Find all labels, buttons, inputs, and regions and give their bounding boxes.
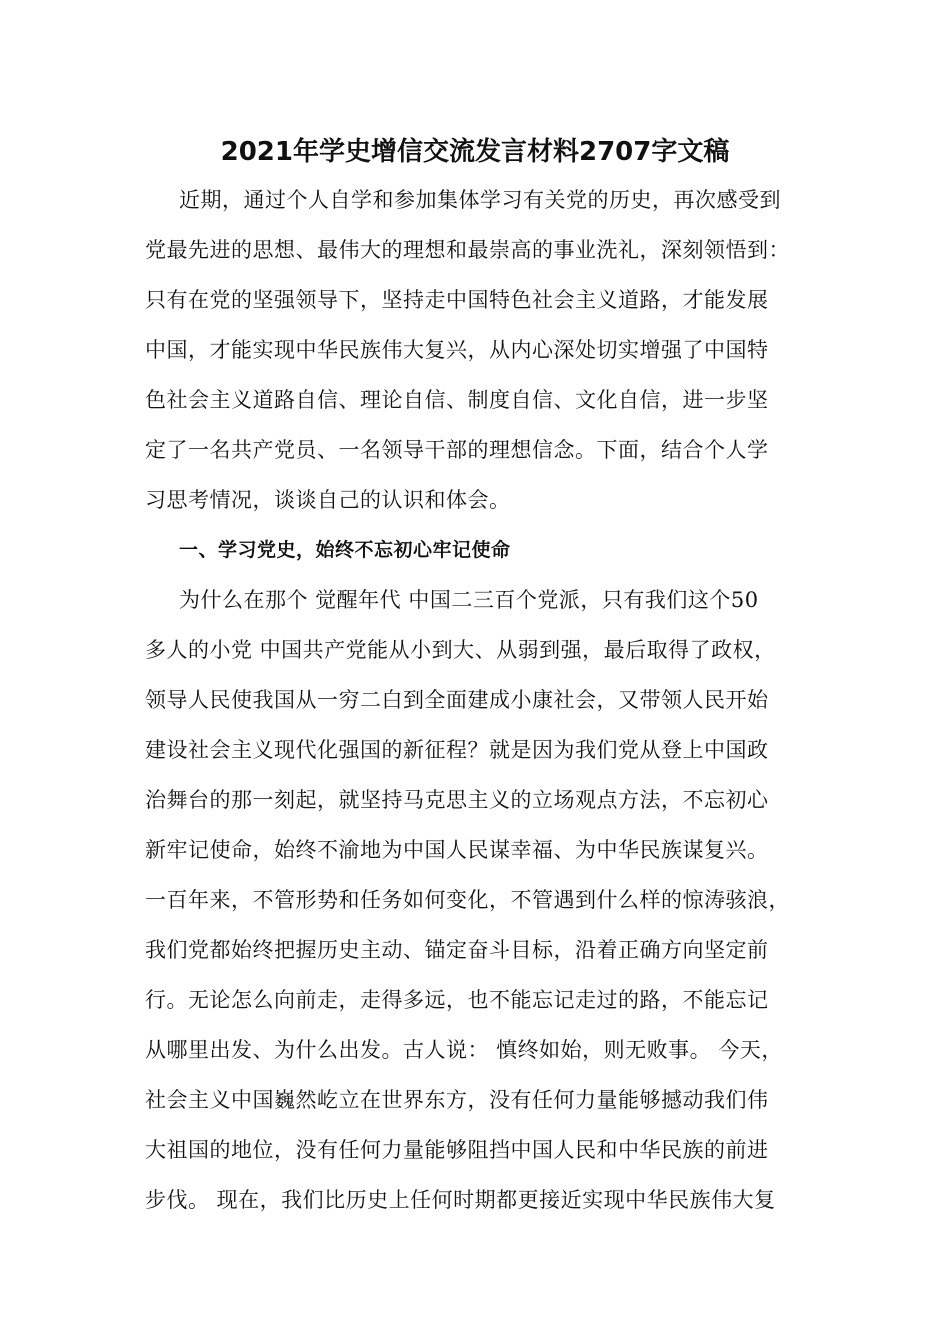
paragraph-line: 一百年来，不管形势和任务如何变化，不管遇到什么样的惊涛骇浪， — [145, 888, 790, 912]
paragraph-line: 只有在党的坚强领导下，坚持走中国特色社会主义道路，才能发展 — [145, 288, 769, 312]
paragraph-line: 治舞台的那一刻起，就坚持马克思主义的立场观点方法，不忘初心 — [145, 788, 769, 812]
paragraph-line: 社会主义中国巍然屹立在世界东方，没有任何力量能够撼动我们伟 — [145, 1088, 769, 1112]
section-heading: 一、学习党史，始终不忘初心牢记使命 — [179, 539, 511, 561]
paragraph-line: 习思考情况，谈谈自己的认识和体会。 — [145, 488, 511, 512]
paragraph-line: 近期，通过个人自学和参加集体学习有关党的历史，再次感受到 — [179, 188, 781, 212]
paragraph-line: 多人的小党 中国共产党能从小到大、从弱到强，最后取得了政权， — [145, 638, 776, 662]
paragraph-section1 — [145, 575, 810, 1225]
paragraph-line: 我们党都始终把握历史主动、锚定奋斗目标，沿着正确方向坚定前 — [145, 938, 769, 962]
paragraph-line: 行。无论怎么向前走，走得多远，也不能忘记走过的路，不能忘记 — [145, 988, 769, 1012]
paragraph-intro — [145, 175, 810, 525]
paragraph-line: 领导人民使我国从一穷二白到全面建成小康社会，又带领人民开始 — [145, 688, 769, 712]
paragraph-line: 为什么在那个 觉醒年代 中国二三百个党派，只有我们这个50 — [179, 588, 759, 612]
paragraph-line: 色社会主义道路自信、理论自信、制度自信、文化自信，进一步坚 — [145, 388, 769, 412]
paragraph-line: 大祖国的地位，没有任何力量能够阻挡中国人民和中华民族的前进 — [145, 1138, 769, 1162]
document-title: 2021年学史增信交流发言材料2707字文稿 — [220, 137, 730, 167]
paragraph-line: 步伐。 现在，我们比历史上任何时期都更接近实现中华民族伟大复 — [145, 1188, 776, 1212]
paragraph-line: 中国，才能实现中华民族伟大复兴，从内心深处切实增强了中国特 — [145, 338, 769, 362]
section-heading-block — [145, 525, 810, 575]
paragraph-line: 党最先进的思想、最伟大的理想和最崇高的事业洗礼，深刻领悟到： — [145, 238, 790, 262]
paragraph-line: 定了一名共产党员、一名领导干部的理想信念。下面，结合个人学 — [145, 438, 769, 462]
paragraph-line: 从哪里出发、为什么出发。古人说： 慎终如始，则无败事。 今天， — [145, 1038, 783, 1062]
paragraph-line: 建设社会主义现代化强国的新征程？就是因为我们党从登上中国政 — [145, 738, 769, 762]
paragraph-line: 新牢记使命，始终不渝地为中国人民谋幸福、为中华民族谋复兴。 — [145, 838, 769, 862]
